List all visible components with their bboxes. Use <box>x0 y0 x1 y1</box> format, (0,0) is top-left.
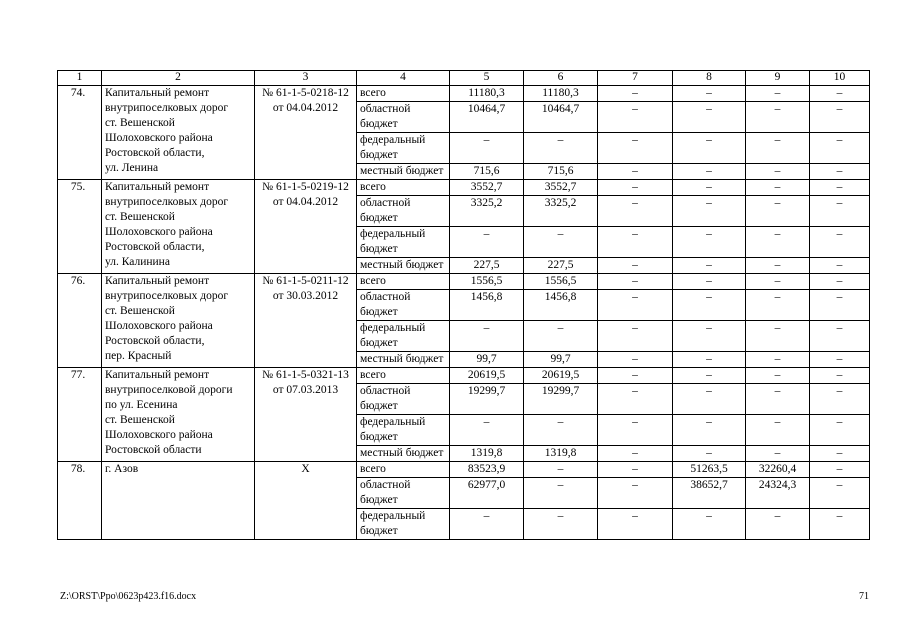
budget-source: федеральный бюджет <box>357 227 450 258</box>
header-cell: 8 <box>673 71 746 86</box>
amount-cell: – <box>673 352 746 368</box>
amount-cell: – <box>673 368 746 384</box>
amount-cell: – <box>450 227 524 258</box>
object-name-line: Ростовской области, <box>105 335 205 347</box>
amount-cell: – <box>673 86 746 102</box>
document-ref <box>255 368 357 462</box>
budget-table <box>57 70 870 540</box>
document-ref-line: от 04.04.2012 <box>272 102 339 114</box>
amount-cell: – <box>450 415 524 446</box>
object-name <box>102 180 255 274</box>
amount-cell: – <box>746 368 810 384</box>
amount-cell: – <box>673 509 746 540</box>
row-number: 74. <box>58 86 102 180</box>
document-ref-line: № 61-1-5-0321-13 <box>262 369 349 381</box>
amount-cell: – <box>524 227 598 258</box>
amount-cell: – <box>598 290 673 321</box>
budget-source: всего <box>357 274 450 290</box>
amount-cell: – <box>673 258 746 274</box>
object-name <box>102 86 255 180</box>
object-name-line: внутрипоселковой дороги <box>105 384 233 396</box>
amount-cell: – <box>746 196 810 227</box>
object-name-line: Шолоховского района <box>105 226 213 238</box>
amount-cell: – <box>746 164 810 180</box>
amount-cell: – <box>673 102 746 133</box>
amount-cell: 24324,3 <box>746 478 810 509</box>
budget-source: федеральный бюджет <box>357 321 450 352</box>
amount-cell: – <box>598 164 673 180</box>
table-row <box>58 180 870 196</box>
amount-cell: – <box>746 274 810 290</box>
amount-cell: – <box>810 478 870 509</box>
amount-cell: 11180,3 <box>450 86 524 102</box>
amount-cell: – <box>673 180 746 196</box>
amount-cell: – <box>598 196 673 227</box>
amount-cell: – <box>598 352 673 368</box>
amount-cell: – <box>450 321 524 352</box>
amount-cell: – <box>810 274 870 290</box>
amount-cell: – <box>810 415 870 446</box>
amount-cell: – <box>810 164 870 180</box>
object-name-line: пер. Красный <box>105 350 172 362</box>
object-name-line: ст. Вешенской <box>105 414 175 426</box>
amount-cell: – <box>746 321 810 352</box>
amount-cell: – <box>746 290 810 321</box>
object-name <box>102 462 255 540</box>
object-name-line: Ростовской области, <box>105 241 205 253</box>
amount-cell: – <box>673 164 746 180</box>
object-name-line: Шолоховского района <box>105 320 213 332</box>
amount-cell: – <box>598 415 673 446</box>
table-row <box>58 86 870 102</box>
header-cell: 5 <box>450 71 524 86</box>
amount-cell: – <box>598 446 673 462</box>
header-cell: 10 <box>810 71 870 86</box>
amount-cell: 38652,7 <box>673 478 746 509</box>
amount-cell: 19299,7 <box>450 384 524 415</box>
amount-cell: 19299,7 <box>524 384 598 415</box>
document-ref-line: № 61-1-5-0211-12 <box>262 275 349 287</box>
footer-file-path: Z:\ORST\Ppo\0623p423.f16.docx <box>60 591 197 602</box>
object-name-line: ст. Вешенской <box>105 305 175 317</box>
amount-cell: – <box>746 258 810 274</box>
budget-source: областной бюджет <box>357 384 450 415</box>
amount-cell: 62977,0 <box>450 478 524 509</box>
amount-cell: – <box>598 274 673 290</box>
budget-source: федеральный бюджет <box>357 415 450 446</box>
amount-cell: 20619,5 <box>450 368 524 384</box>
amount-cell: – <box>673 384 746 415</box>
amount-cell: 3325,2 <box>524 196 598 227</box>
budget-source: местный бюджет <box>357 164 450 180</box>
amount-cell: – <box>524 509 598 540</box>
amount-cell: – <box>524 321 598 352</box>
amount-cell: 1556,5 <box>524 274 598 290</box>
budget-source: областной бюджет <box>357 290 450 321</box>
amount-cell: – <box>673 415 746 446</box>
object-name-line: ул. Ленина <box>105 162 159 174</box>
amount-cell: – <box>746 352 810 368</box>
amount-cell: – <box>810 384 870 415</box>
budget-source: местный бюджет <box>357 258 450 274</box>
table-row <box>58 462 870 478</box>
amount-cell: – <box>598 368 673 384</box>
document-ref-line: от 30.03.2012 <box>272 290 339 302</box>
page-number: 71 <box>859 591 869 602</box>
object-name-line: Капитальный ремонт <box>105 181 210 193</box>
amount-cell: – <box>810 227 870 258</box>
amount-cell: – <box>746 180 810 196</box>
object-name <box>102 368 255 462</box>
amount-cell: – <box>810 509 870 540</box>
object-name-line: по ул. Есенина <box>105 399 178 411</box>
amount-cell: – <box>810 196 870 227</box>
document-ref-line: № 61-1-5-0219-12 <box>262 181 349 193</box>
row-number: 76. <box>58 274 102 368</box>
amount-cell: 1456,8 <box>524 290 598 321</box>
object-name-line: Шолоховского района <box>105 429 213 441</box>
header-row <box>58 71 870 86</box>
amount-cell: – <box>746 509 810 540</box>
amount-cell: 10464,7 <box>450 102 524 133</box>
budget-source: областной бюджет <box>357 196 450 227</box>
amount-cell: – <box>746 415 810 446</box>
budget-source: всего <box>357 462 450 478</box>
amount-cell: – <box>598 462 673 478</box>
amount-cell: 11180,3 <box>524 86 598 102</box>
amount-cell: – <box>810 133 870 164</box>
object-name-line: Шолоховского района <box>105 132 213 144</box>
amount-cell: – <box>598 102 673 133</box>
amount-cell: 3552,7 <box>450 180 524 196</box>
amount-cell: – <box>810 462 870 478</box>
object-name-line: внутрипоселковых дорог <box>105 102 229 114</box>
amount-cell: 99,7 <box>450 352 524 368</box>
amount-cell: – <box>673 321 746 352</box>
budget-source: областной бюджет <box>357 102 450 133</box>
table-row <box>58 274 870 290</box>
amount-cell: – <box>673 196 746 227</box>
amount-cell: 10464,7 <box>524 102 598 133</box>
amount-cell: – <box>810 446 870 462</box>
object-name-line: Капитальный ремонт <box>105 87 210 99</box>
document-ref <box>255 274 357 368</box>
header-cell: 2 <box>102 71 255 86</box>
budget-source: всего <box>357 86 450 102</box>
table-row <box>58 368 870 384</box>
object-name-line: Капитальный ремонт <box>105 369 210 381</box>
object-name-line: Ростовской области, <box>105 147 205 159</box>
amount-cell: – <box>673 227 746 258</box>
budget-source: местный бюджет <box>357 352 450 368</box>
object-name-line: Капитальный ремонт <box>105 275 210 287</box>
budget-source: областной бюджет <box>357 478 450 509</box>
header-cell: 1 <box>58 71 102 86</box>
object-name-line: ст. Вешенской <box>105 117 175 129</box>
amount-cell: – <box>598 133 673 164</box>
amount-cell: – <box>673 274 746 290</box>
document-ref-line: от 07.03.2013 <box>272 384 339 396</box>
amount-cell: – <box>746 446 810 462</box>
row-number: 78. <box>58 462 102 540</box>
object-name-line: ул. Калинина <box>105 256 170 268</box>
row-number: 75. <box>58 180 102 274</box>
budget-source: всего <box>357 180 450 196</box>
document-ref-line: X <box>301 463 310 475</box>
amount-cell: – <box>450 509 524 540</box>
object-name <box>102 274 255 368</box>
amount-cell: 1319,8 <box>450 446 524 462</box>
amount-cell: 3552,7 <box>524 180 598 196</box>
object-name-line: Ростовской области <box>105 444 202 456</box>
amount-cell: – <box>810 321 870 352</box>
amount-cell: – <box>810 368 870 384</box>
amount-cell: – <box>810 86 870 102</box>
amount-cell: 20619,5 <box>524 368 598 384</box>
amount-cell: 32260,4 <box>746 462 810 478</box>
document-ref <box>255 86 357 180</box>
amount-cell: 51263,5 <box>673 462 746 478</box>
amount-cell: – <box>810 258 870 274</box>
amount-cell: – <box>598 478 673 509</box>
amount-cell: 227,5 <box>450 258 524 274</box>
header-cell: 6 <box>524 71 598 86</box>
header-cell: 4 <box>357 71 450 86</box>
budget-source: федеральный бюджет <box>357 509 450 540</box>
amount-cell: – <box>810 102 870 133</box>
header-cell: 7 <box>598 71 673 86</box>
amount-cell: 99,7 <box>524 352 598 368</box>
budget-source: федеральный бюджет <box>357 133 450 164</box>
amount-cell: – <box>598 509 673 540</box>
amount-cell: 3325,2 <box>450 196 524 227</box>
amount-cell: – <box>524 415 598 446</box>
object-name-line: внутрипоселковых дорог <box>105 196 229 208</box>
amount-cell: – <box>810 352 870 368</box>
amount-cell: – <box>598 258 673 274</box>
amount-cell: – <box>673 446 746 462</box>
amount-cell: – <box>810 290 870 321</box>
amount-cell: – <box>746 384 810 415</box>
amount-cell: – <box>673 133 746 164</box>
document-ref <box>255 462 357 540</box>
object-name-line: внутрипоселковых дорог <box>105 290 229 302</box>
document-ref <box>255 180 357 274</box>
document-ref-line: № 61-1-5-0218-12 <box>262 87 349 99</box>
object-name-line: ст. Вешенской <box>105 211 175 223</box>
amount-cell: 1456,8 <box>450 290 524 321</box>
header-cell: 3 <box>255 71 357 86</box>
amount-cell: – <box>450 133 524 164</box>
object-name-line: г. Азов <box>105 463 139 475</box>
amount-cell: – <box>598 86 673 102</box>
amount-cell: 1556,5 <box>450 274 524 290</box>
header-cell: 9 <box>746 71 810 86</box>
amount-cell: – <box>598 227 673 258</box>
amount-cell: 1319,8 <box>524 446 598 462</box>
amount-cell: – <box>598 384 673 415</box>
amount-cell: 83523,9 <box>450 462 524 478</box>
amount-cell: – <box>524 462 598 478</box>
amount-cell: 715,6 <box>524 164 598 180</box>
amount-cell: – <box>746 133 810 164</box>
amount-cell: – <box>746 86 810 102</box>
amount-cell: 227,5 <box>524 258 598 274</box>
amount-cell: – <box>524 133 598 164</box>
document-ref-line: от 04.04.2012 <box>272 196 339 208</box>
row-number: 77. <box>58 368 102 462</box>
amount-cell: – <box>524 478 598 509</box>
amount-cell: – <box>598 321 673 352</box>
amount-cell: – <box>810 180 870 196</box>
amount-cell: – <box>673 290 746 321</box>
amount-cell: – <box>598 180 673 196</box>
amount-cell: – <box>746 102 810 133</box>
budget-source: всего <box>357 368 450 384</box>
amount-cell: 715,6 <box>450 164 524 180</box>
budget-source: местный бюджет <box>357 446 450 462</box>
amount-cell: – <box>746 227 810 258</box>
